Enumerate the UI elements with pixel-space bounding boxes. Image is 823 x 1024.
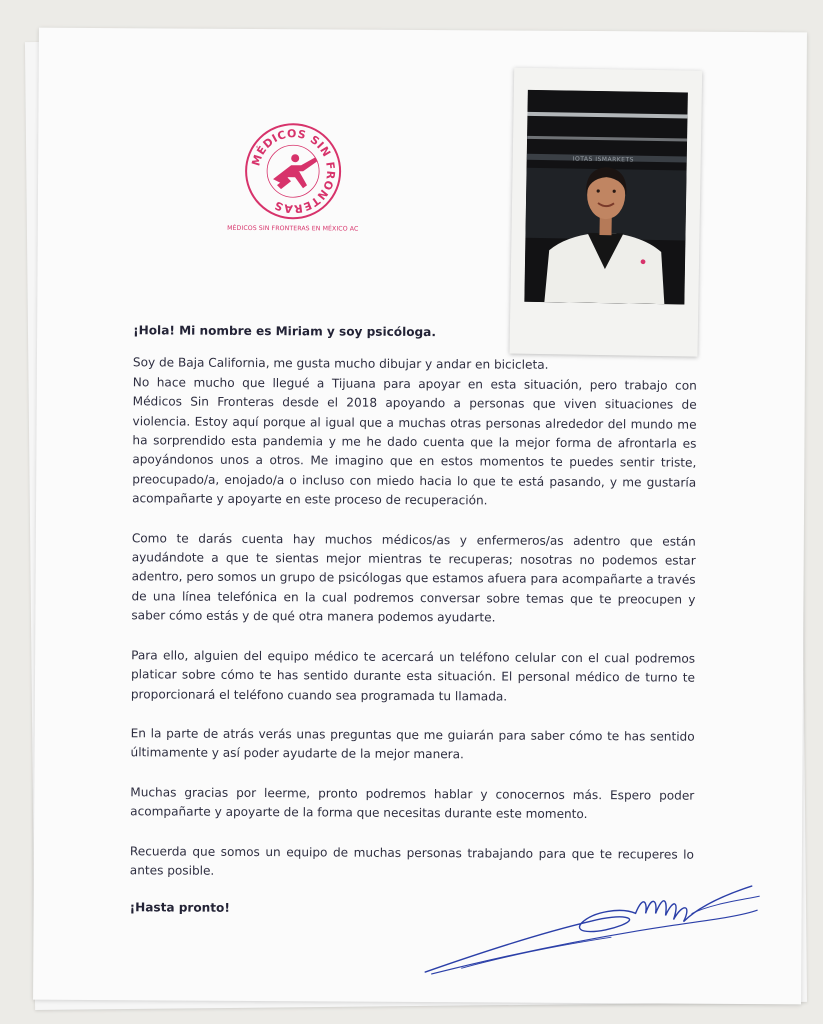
paragraph-intro-line: No hace mucho que llegué a Tijuana para apoyar en esta situación, pero trabajo con Médicos Sin Fronteras desde el 2018 apoyando a personas que viven situaciones de violencia. Estoy aquí porque al igual que a muchas otras personas alrededor del mundo me ha sorprendido esta pandemia y me he dado cuenta que la mejor forma de afrontarla es apoyándonos unos a otros. Me imagino que en estos momentos te puedes sentir triste, preocupado/a, enojado/a o incluso con miedo hacia lo que te está pasando, y me gustaría acompañarte y apoyarte en este proceso de recuperación. xyxy=(132,375,697,508)
letter-closing: ¡Hasta pronto! xyxy=(129,900,230,916)
paragraph-intro xyxy=(132,354,697,513)
letter-greeting: ¡Hola! Mi nombre es Miriam y soy psicóloga. xyxy=(133,323,437,340)
logo-caption: MÉDICOS SIN FRONTERAS EN MÉXICO AC xyxy=(227,224,359,233)
handwritten-signature xyxy=(421,872,762,984)
letter-page xyxy=(33,28,807,1005)
msf-logo xyxy=(208,121,379,233)
polaroid-photo xyxy=(510,68,703,357)
paragraph-questions: En la parte de atrás verás unas preguntas que me guiarán para saber cómo te has sentido últimamente y así poder ayudarte de la mejor manera. xyxy=(130,726,695,762)
msf-emblem-icon xyxy=(243,121,344,222)
portrait-photo xyxy=(524,90,687,305)
logo-ring-text: MÉDICOS SIN FRONTERAS xyxy=(249,127,338,216)
paragraph-team: Como te darás cuenta hay muchos médicos/as y enfermeros/as adentro que están ayudándote a que te sientas mejor mientras te recuperas; nosotras no podemos estar adentro, pero somos un grupo de psicólogas que estamos afuera para acompañarte a través de una línea telefónica en la cual podremos conversar sobre temas que te preocupen y saber cómo estás y de qué otra manera podemos ayudarte. xyxy=(131,530,696,625)
photo-background-sign: IOTAS ISMARKETS xyxy=(572,155,635,164)
running-man-icon xyxy=(273,154,317,189)
letter-body xyxy=(129,321,697,933)
paragraph-intro-line: Soy de Baja California, me gusta mucho dibujar y andar en bicicleta. xyxy=(132,355,549,373)
portrait-image xyxy=(524,90,687,305)
paragraph-phone: Para ello, alguien del equipo médico te acercará un teléfono celular con el cual podremos platicar sobre cómo te has sentido durante esta situación. El personal médico de turno te proporcionará el teléfono cuando sea programada tu llamada. xyxy=(130,647,696,704)
paragraph-team-reminder: Recuerda que somos un equipo de muchas personas trabajando para que te recuperes lo antes posible. xyxy=(129,843,694,878)
paragraph-thanks: Muchas gracias por leerme, pronto podremos hablar y conocernos más. Espero poder acompañarte y apoyarte de la forma que necesitas durante este momento. xyxy=(130,784,695,822)
